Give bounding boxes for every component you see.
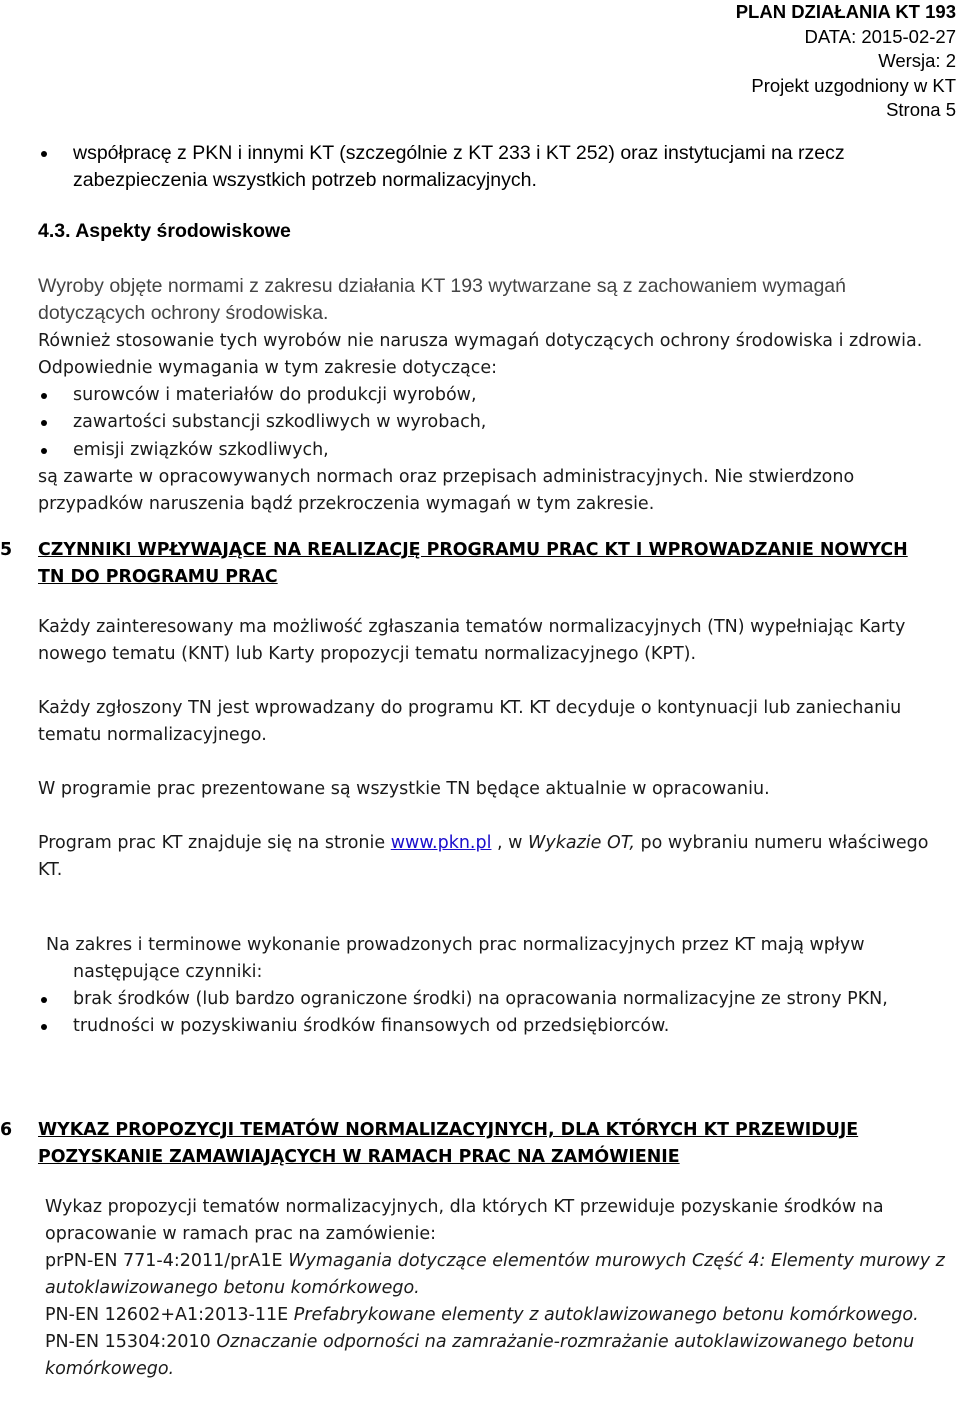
section-number: 6 <box>0 1120 13 1140</box>
paragraph: Na zakres i terminowe wykonanie prowadzonych prac normalizacyjnych przez KT mają wpływ następujące czynniki: <box>46 935 865 982</box>
document-status: Projekt uzgodniony w KT <box>751 74 956 96</box>
environment-paragraph: Również stosowanie tych wyrobów nie narusza wymagań dotyczących ochrony środowiska i zdrowia. <box>38 330 923 351</box>
list-item: zawartości substancji szkodliwych w wyrobach, <box>38 409 943 436</box>
list-item: współpracę z PKN i innymi KT (szczególnie z KT 233 i KT 252) oraz instytucjami na rzecz zabezpieczenia wszystkich potrzeb normalizacyjnych. <box>38 140 943 195</box>
section-5-body <box>38 614 948 884</box>
pkn-website-link[interactable]: www.pkn.pl <box>390 833 492 853</box>
environment-section <box>38 273 943 519</box>
standard-item <box>45 1329 945 1383</box>
standard-item <box>45 1302 945 1329</box>
top-bullet-list <box>38 140 943 195</box>
list-item: emisji związków szkodliwych, <box>38 437 943 464</box>
environment-bullet-list <box>38 382 943 464</box>
document-title: PLAN DZIAŁANIA KT 193 <box>735 1 956 22</box>
environment-paragraph: Odpowiednie wymagania w tym zakresie dotyczące: <box>38 357 498 378</box>
section-5-factors <box>38 932 948 1040</box>
standard-title: Wymagania dotyczące elementów murowych Część 4: Elementy murowy z autoklawizowanego betonu komórkowego. <box>45 1251 945 1298</box>
list-item: trudności w pozyskiwaniu środków finansowych od przedsiębiorców. <box>38 1013 948 1040</box>
subsection-heading-4-3: 4.3. Aspekty środowiskowe <box>38 220 291 242</box>
standard-title: Oznaczanie odporności na zamrażanie-rozmrażanie autoklawizowanego betonu komórkowego. <box>45 1332 915 1379</box>
section-heading-6 <box>0 1117 940 1171</box>
section-heading-5 <box>0 537 940 591</box>
page-header <box>736 0 956 123</box>
standard-title: Prefabrykowane elementy z autoklawizowanego betonu komórkowego. <box>293 1305 919 1325</box>
page-number: Strona 5 <box>886 99 956 120</box>
environment-paragraph: są zawarte w opracowywanych normach oraz przepisach administracyjnych. Nie stwierdzono przypadków naruszenia bądź przekroczenia wymagań w tym zakresie. <box>38 467 855 515</box>
list-item: brak środków (lub bardzo ograniczone środki) na opracowania normalizacyjne ze strony PKN, <box>38 986 948 1013</box>
section-title: CZYNNIKI WPŁYWAJĄCE NA REALIZACJĘ PROGRAMU PRAC KT I WPROWADZANIE NOWYCH TN DO PROGRAMU PRAC <box>38 540 908 587</box>
paragraph: Każdy zgłoszony TN jest wprowadzany do programu KT. KT decyduje o kontynuacji lub zaniechaniu tematu normalizacyjnego. <box>38 698 902 745</box>
standard-item <box>45 1248 945 1302</box>
section-6-body <box>45 1194 945 1383</box>
section-title: WYKAZ PROPOZYCJI TEMATÓW NORMALIZACYJNYCH, DLA KTÓRYCH KT PRZEWIDUJE POZYSKANIE ZAMAWIAJĄCYCH W RAMACH PRAC NA ZAMÓWIENIE <box>38 1120 859 1167</box>
paragraph: Wykaz propozycji tematów normalizacyjnych, dla których KT przewiduje pozyskanie środków na opracowanie w ramach prac na zamówienie: <box>45 1197 884 1244</box>
standard-code: prPN-EN 771-4:2011/prA1E <box>45 1251 283 1271</box>
standard-code: PN-EN 12602+A1:2013-11E <box>45 1305 289 1325</box>
list-item: surowców i materiałów do produkcji wyrobów, <box>38 382 943 409</box>
section-number: 5 <box>0 540 13 560</box>
paragraph: Program prac KT znajduje się na stronie www.pkn.pl , w Wykazie OT, po wybraniu numeru właściwego KT. <box>38 833 929 880</box>
document-date: DATA: 2015-02-27 <box>804 25 956 47</box>
standard-code: PN-EN 15304:2010 <box>45 1332 211 1352</box>
environment-paragraph: Wyroby objęte normami z zakresu działania KT 193 wytwarzane są z zachowaniem wymagań dotyczących ochrony środowiska. <box>38 275 846 325</box>
paragraph: Każdy zainteresowany ma możliwość zgłaszania tematów normalizacyjnych (TN) wypełniając Karty nowego tematu (KNT) lub Karty propozycji tematu normalizacyjnego (KPT). <box>38 617 906 664</box>
document-version: Wersja: 2 <box>878 50 956 71</box>
paragraph: W programie prac prezentowane są wszystkie TN będące aktualnie w opracowaniu. <box>38 779 770 799</box>
